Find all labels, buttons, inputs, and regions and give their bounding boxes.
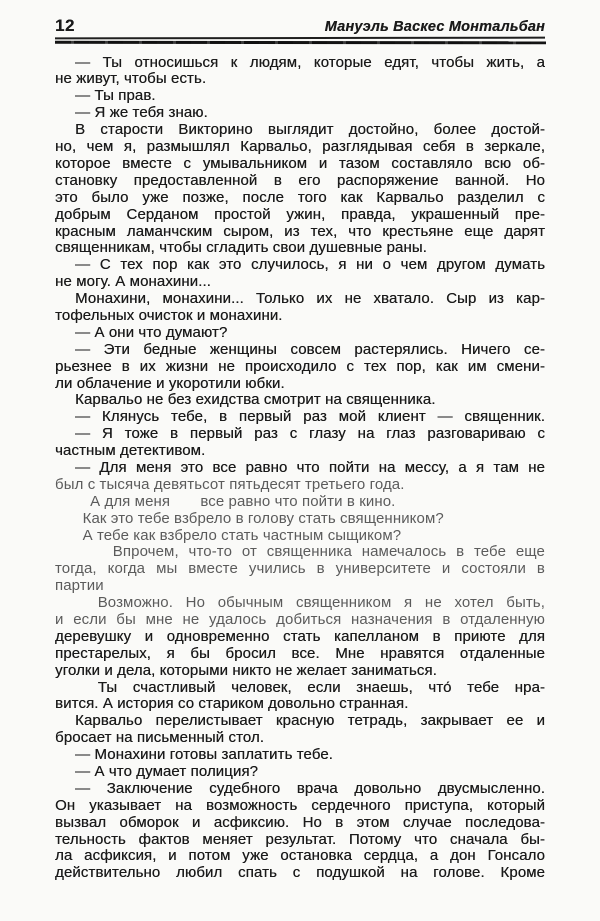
paragraph (55, 426, 545, 460)
text-line: престарелых, я бы бросил все. Мне нравятся отдаленные (55, 645, 545, 662)
text-line: не могу. А монахини... (55, 274, 211, 291)
page-header (55, 16, 545, 35)
paragraph (55, 544, 545, 595)
text-line: вызвал обморок и асфиксию. Но в этом случае последова- (55, 814, 545, 831)
text-line: но, чем я, размышлял Карвальо, разглядывая себя в зеркале, (55, 139, 545, 156)
running-title: Мануэль Васкес Монтальбан (324, 19, 545, 35)
paragraph (55, 781, 545, 882)
text-line: действительно любил спать с подушкой на голове. Кроме (55, 865, 545, 882)
text-line: — С тех пор как это случилось, я ни о чем другом думать (75, 257, 545, 274)
paragraph (55, 325, 545, 342)
text-line: был с тысяча девятьсот пятьдесят третьего года. (55, 476, 405, 493)
paragraph (55, 88, 545, 105)
text-line: Карвальо перелистывает красную тетрадь, закрывает ее и (75, 713, 545, 730)
paragraph (55, 392, 545, 409)
paragraph (55, 342, 545, 393)
text-line: ли облачение и укоротили юбки. (55, 375, 285, 392)
header-rule-thick (55, 41, 546, 44)
text-line: Впрочем, что-то от священника намечалось в тебе еще (75, 544, 545, 561)
text-line: и если бы мне не удалось добиться назначения в отдаленную (55, 611, 545, 628)
text-line: тогда, когда мы вместе учились в университете и состояли в (55, 561, 545, 578)
text-line: — Я же тебя знаю. (75, 105, 208, 122)
text-line: — Ты относишься к людям, которые едят, чтобы жить, а (75, 54, 545, 71)
text-line: которое вместе с умывальником и тазом составляло всю об- (55, 155, 545, 172)
paragraph (55, 511, 545, 528)
text-line: ла асфиксия, и потом уже остановка сердца, а дон Гонсало (55, 848, 545, 865)
text-line: тофельных очисток и монахини. (55, 307, 283, 324)
text-line: не живут, чтобы есть. (55, 71, 207, 88)
text-line: В старости Викторино выглядит достойно, более достой- (75, 122, 545, 139)
paragraph (55, 460, 545, 494)
text-line: добрым Серданом простой ужин, правда, украшенный пре- (55, 206, 545, 223)
text-line: — Ты прав. (75, 88, 156, 105)
paragraph (55, 595, 545, 679)
text-line: частным детективом. (55, 443, 206, 460)
header-rule-thin (55, 37, 545, 39)
text-line: это было уже позже, после того как Карвальо разделил с (55, 189, 545, 206)
page-number: 12 (55, 16, 75, 35)
text-line: — Для меня это все равно что пойти на мессу, а я там не (75, 459, 545, 476)
text-line: священникам, чтобы сгладить свои душевные раны. (55, 240, 427, 257)
text-line: Возможно. Но обычным священником я не хотел быть, (75, 595, 545, 612)
paragraph (55, 55, 545, 89)
text-line: — Монахини готовы заплатить тебе. (75, 747, 333, 764)
text-line: партии (55, 578, 104, 595)
paragraph (55, 105, 545, 122)
text-line: Карвальо не без ехидства смотрит на священника. (75, 392, 436, 409)
text-line: А для меня все равно что пойти в кино. (75, 493, 396, 510)
text-line: — Заключение судебного врача довольно двусмысленно. (75, 780, 545, 797)
text-line: деревушку и одновременно стать капелланом в приюте для (55, 628, 545, 645)
paragraph (55, 680, 545, 714)
text-line: Монахини, монахини... Только их не хватало. Сыр из кар- (75, 291, 545, 308)
text-line: рьезнее в их жизни не происходило с тех пор, как им смени- (55, 358, 545, 375)
text-line: — Клянусь тебе, в первый раз мой клиент — священник. (75, 409, 545, 426)
paragraph (55, 409, 545, 426)
paragraph (55, 122, 545, 257)
text-line: — А они что думают? (75, 324, 228, 341)
text-line: становку предоставленной в его распоряжение ванной. Но (55, 172, 545, 189)
text-line: красным ламанчским сыром, из тех, что крестьяне еще дарят (55, 223, 545, 240)
paragraph (55, 764, 545, 781)
text-line: А тебе как взбрело стать частным сыщиком? (75, 527, 402, 544)
paragraph (55, 713, 545, 747)
text-line: — Эти бедные женщины совсем растерялись. Ничего се- (75, 341, 545, 358)
text-line: Как это тебе взбрело в голову стать священником? (75, 510, 444, 527)
paragraph (55, 257, 545, 291)
text-line: — А что думает полиция? (75, 764, 258, 780)
text-line: Он указывает на возможность сердечного приступа, который (55, 797, 545, 814)
paragraph (55, 291, 545, 325)
paragraph (55, 528, 545, 545)
text-line: — Я тоже в первый раз с глазу на глаз разговариваю с (75, 426, 545, 443)
text-line: уголки и дела, которыми никто не желает заниматься. (55, 662, 437, 679)
text-line: тельность фактов меняет результат. Потому что сначала бы- (55, 831, 545, 848)
text-line: Ты счастливый человек, если знаешь, что́ тебе нра- (75, 679, 545, 696)
page-text (55, 55, 545, 883)
paragraph (55, 494, 545, 511)
text-line: бросает на письменный стол. (55, 730, 264, 747)
text-line: вится. А история со стариком довольно странная. (55, 696, 409, 713)
paragraph (55, 747, 545, 764)
